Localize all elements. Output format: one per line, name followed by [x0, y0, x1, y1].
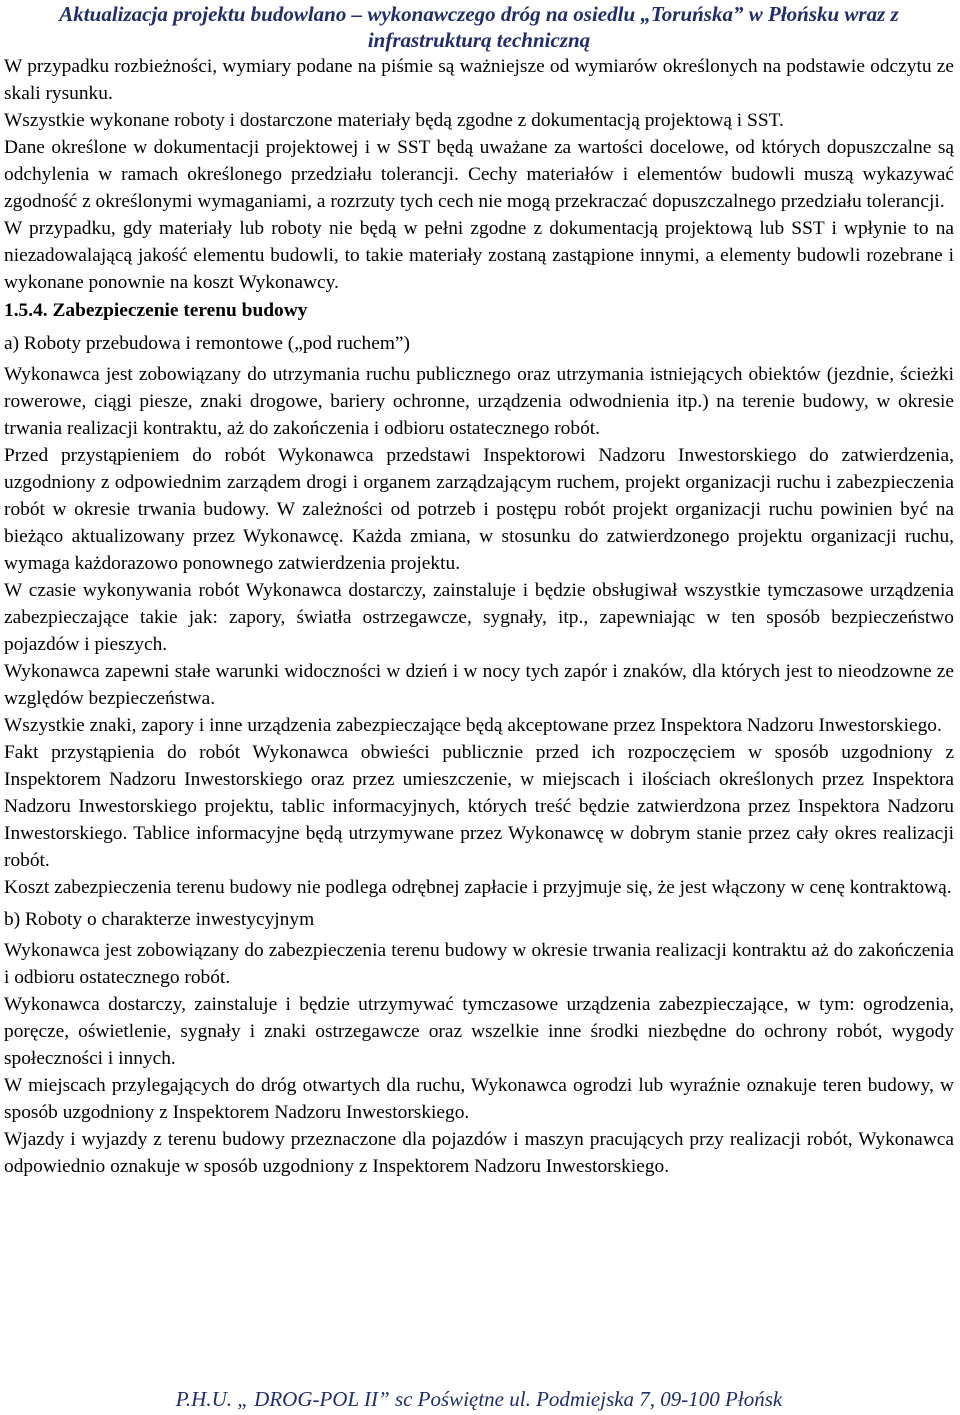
paragraph: Wykonawca zapewni stałe warunki widoczności w dzień i w nocy tych zapór i znaków, dla których jest to nieodzowne ze względów bezpieczeństwa. [4, 661, 954, 709]
paragraph: W czasie wykonywania robót Wykonawca dostarczy, zainstaluje i będzie obsługiwał wszystkie tymczasowe urządzenia zabezpieczające takie jak: zapory, światła ostrzegawcze, sygnały, itp., zapewniając w ten sposób bezpieczeństwo pojazdów i pieszych. [4, 580, 954, 655]
document-page [4, 0, 954, 1415]
paragraph: Przed przystąpieniem do robót Wykonawca przedstawi Inspektorowi Nadzoru Inwestorskiego do zatwierdzenia, uzgodniony z odpowiednim zarządem drogi i organem zarządzającym ruchem, projekt organizacji ruchu i zabezpieczenia robót w okresie trwania budowy. W zależności od potrzeb i postępu robót projekt organizacji ruchu powinien być na bieżąco aktualizowany przez Wykonawcę. Każda zmiana, w stosunku do zatwierdzonego projektu organizacji ruchu, wymaga każdorazowo ponownego zatwierdzenia projektu. [4, 445, 954, 574]
paragraph: W przypadku, gdy materiały lub roboty nie będą w pełni zgodne z dokumentacją projektową lub SST i wpłynie to na niezadowalającą jakość elementu budowli, to takie materiały zostaną zastąpione innymi, a elementy budowli rozebrane i wykonane ponownie na koszt Wykonawcy. [4, 218, 954, 293]
header-title-line-2: infrastrukturą techniczną [367, 28, 591, 52]
header-title-line-1: Aktualizacja projektu budowlano – wykonawczego dróg na osiedlu „Toruńska” w Płońsku wraz z [59, 2, 899, 26]
page-footer: P.H.U. „ DROG-POL II” sc Poświętne ul. Podmiejska 7, 09-100 Płońsk [175, 1387, 783, 1411]
paragraph: W przypadku rozbieżności, wymiary podane na piśmie są ważniejsze od wymiarów określonych na podstawie odczytu ze skali rysunku. [4, 56, 954, 104]
paragraph: Wszystkie wykonane roboty i dostarczone materiały będą zgodne z dokumentacją projektową i SST. [4, 110, 784, 131]
paragraph: Wykonawca dostarczy, zainstaluje i będzie utrzymywać tymczasowe urządzenia zabezpieczające, w tym: ogrodzenia, poręcze, oświetlenie, sygnały i znaki ostrzegawcze oraz wszelkie inne środki niezbędne do ochrony robót, wygody społeczności i innych. [4, 994, 954, 1069]
page-header [4, 0, 954, 53]
paragraph: W miejscach przylegających do dróg otwartych dla ruchu, Wykonawca ogrodzi lub wyraźnie oznakuje teren budowy, w sposób uzgodniony z Inspektorem Nadzoru Inwestorskiego. [4, 1075, 954, 1123]
paragraph: Dane określone w dokumentacji projektowej i w SST będą uważane za wartości docelowe, od których dopuszczalne są odchylenia w ramach określonego przedziału tolerancji. Cechy materiałów i elementów budowli muszą wykazywać zgodność z określonymi wymaganiami, a rozrzuty tych cech nie mogą przekraczać dopuszczalnego przedziału tolerancji. [4, 137, 954, 212]
section-heading: 1.5.4. Zabezpieczenie terenu budowy [4, 300, 308, 321]
subsection-heading-b: b) Roboty o charakterze inwestycyjnym [4, 909, 315, 930]
paragraph: Wjazdy i wyjazdy z terenu budowy przeznaczone dla pojazdów i maszyn pracujących przy realizacji robót, Wykonawca odpowiednio oznakuje w sposób uzgodniony z Inspektorem Nadzoru Inwestorskiego. [4, 1129, 954, 1177]
paragraph: Wszystkie znaki, zapory i inne urządzenia zabezpieczające będą akceptowane przez Inspektora Nadzoru Inwestorskiego. [4, 715, 942, 736]
paragraph: Koszt zabezpieczenia terenu budowy nie podlega odrębnej zapłacie i przyjmuje się, że jest włączony w cenę kontraktową. [4, 877, 952, 898]
subsection-heading-a: a) Roboty przebudowa i remontowe („pod ruchem”) [4, 333, 410, 354]
paragraph: Wykonawca jest zobowiązany do zabezpieczenia terenu budowy w okresie trwania realizacji kontraktu aż do zakończenia i odbioru ostatecznego robót. [4, 940, 954, 988]
document-body [4, 53, 954, 1180]
paragraph: Fakt przystąpienia do robót Wykonawca obwieści publicznie przed ich rozpoczęciem w sposób uzgodniony z Inspektorem Nadzoru Inwestorskiego oraz przez umieszczenie, w miejscach i ilościach określonych przez Inspektora Nadzoru Inwestorskiego projektu, tablic informacyjnych, których treść będzie zatwierdzona przez Inspektora Nadzoru Inwestorskiego. Tablice informacyjne będą utrzymywane przez Wykonawcę w dobrym stanie przez cały okres realizacji robót. [4, 742, 954, 871]
paragraph: Wykonawca jest zobowiązany do utrzymania ruchu publicznego oraz utrzymania istniejących obiektów (jezdnie, ścieżki rowerowe, ciągi piesze, znaki drogowe, bariery ochronne, urządzenia odwodnienia itp.) na terenie budowy, w okresie trwania realizacji kontraktu, aż do zakończenia i odbioru ostatecznego robót. [4, 364, 954, 439]
